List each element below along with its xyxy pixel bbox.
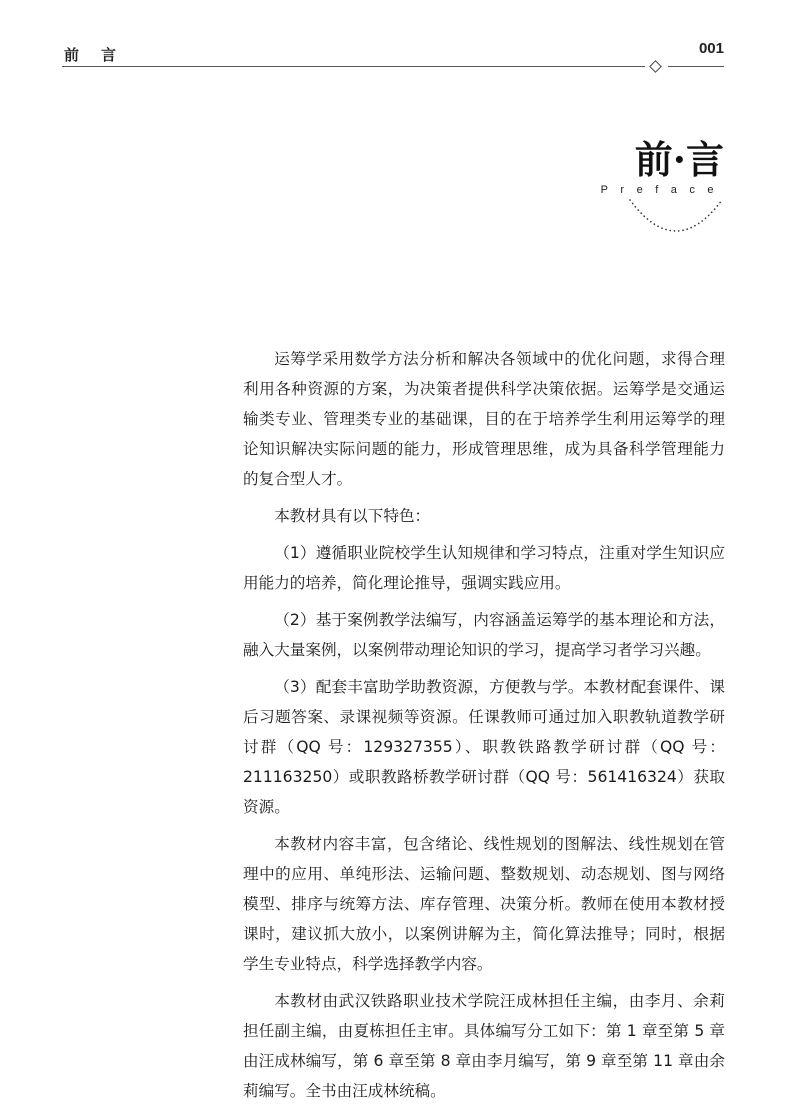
- page-number: 001: [698, 40, 724, 57]
- chapter-title: 前·言: [634, 137, 724, 182]
- paragraph-authors: 本教材由武汉铁路职业技术学院汪成林担任主编，由李月、余莉担任副主编，由夏栋担任主审。具体编写分工如下：第 1 章至第 5 章由汪成林编写，第 6 章至第 8 章由李月编写，第 9 章至第 11 章由余莉编写。全书由汪成林统稿。: [243, 992, 725, 1100]
- diamond-ornament-icon: [649, 60, 662, 73]
- paragraph-feature-3: （3）配套丰富助学助教资源，方便教与学。本教材配套课件、课后习题答案、录课视频等资源。任课教师可通过加入职教轨道教学研讨群（QQ 号：129327355）、职教铁路教学研讨群（QQ 号：211163250）或职教路桥教学研讨群（QQ 号：561416324）获取资源。: [243, 678, 725, 816]
- paragraph-features-lead: 本教材具有以下特色：: [274, 507, 431, 525]
- paragraph-contents: 本教材内容丰富，包含绪论、线性规划的图解法、线性规划在管理中的应用、单纯形法、运输问题、整数规划、动态规划、图与网络模型、排序与统筹方法、库存管理、决策分析。教师在使用本教材授课时，建议抓大放小，以案例讲解为主，简化算法推导；同时，根据学生专业特点，科学选择教学内容。: [243, 835, 725, 973]
- chapter-subtitle: Preface: [600, 184, 726, 196]
- paragraph-feature-1: （1）遵循职业院校学生认知规律和学习特点，注重对学生知识应用能力的培养，简化理论推导，强调实践应用。: [243, 544, 725, 592]
- dotted-arc-ornament-icon: [622, 192, 730, 240]
- header-rule: [62, 66, 645, 67]
- paragraph-intro: 运筹学采用数学方法分析和解决各领域中的优化问题，求得合理利用各种资源的方案，为决策者提供科学决策依据。运筹学是交通运输类专业、管理类专业的基础课，目的在于培养学生利用运筹学的理论知识解决实际问题的能力，形成管理思维，成为具备科学管理能力的复合型人才。: [243, 350, 725, 488]
- paragraph-feature-2: （2）基于案例教学法编写，内容涵盖运筹学的基本理论和方法，融入大量案例，以案例带动理论知识的学习，提高学习者学习兴趣。: [243, 611, 725, 659]
- header-rule-end: [668, 66, 724, 67]
- running-header-title: 前言: [64, 46, 139, 64]
- preface-body: [243, 344, 725, 1113]
